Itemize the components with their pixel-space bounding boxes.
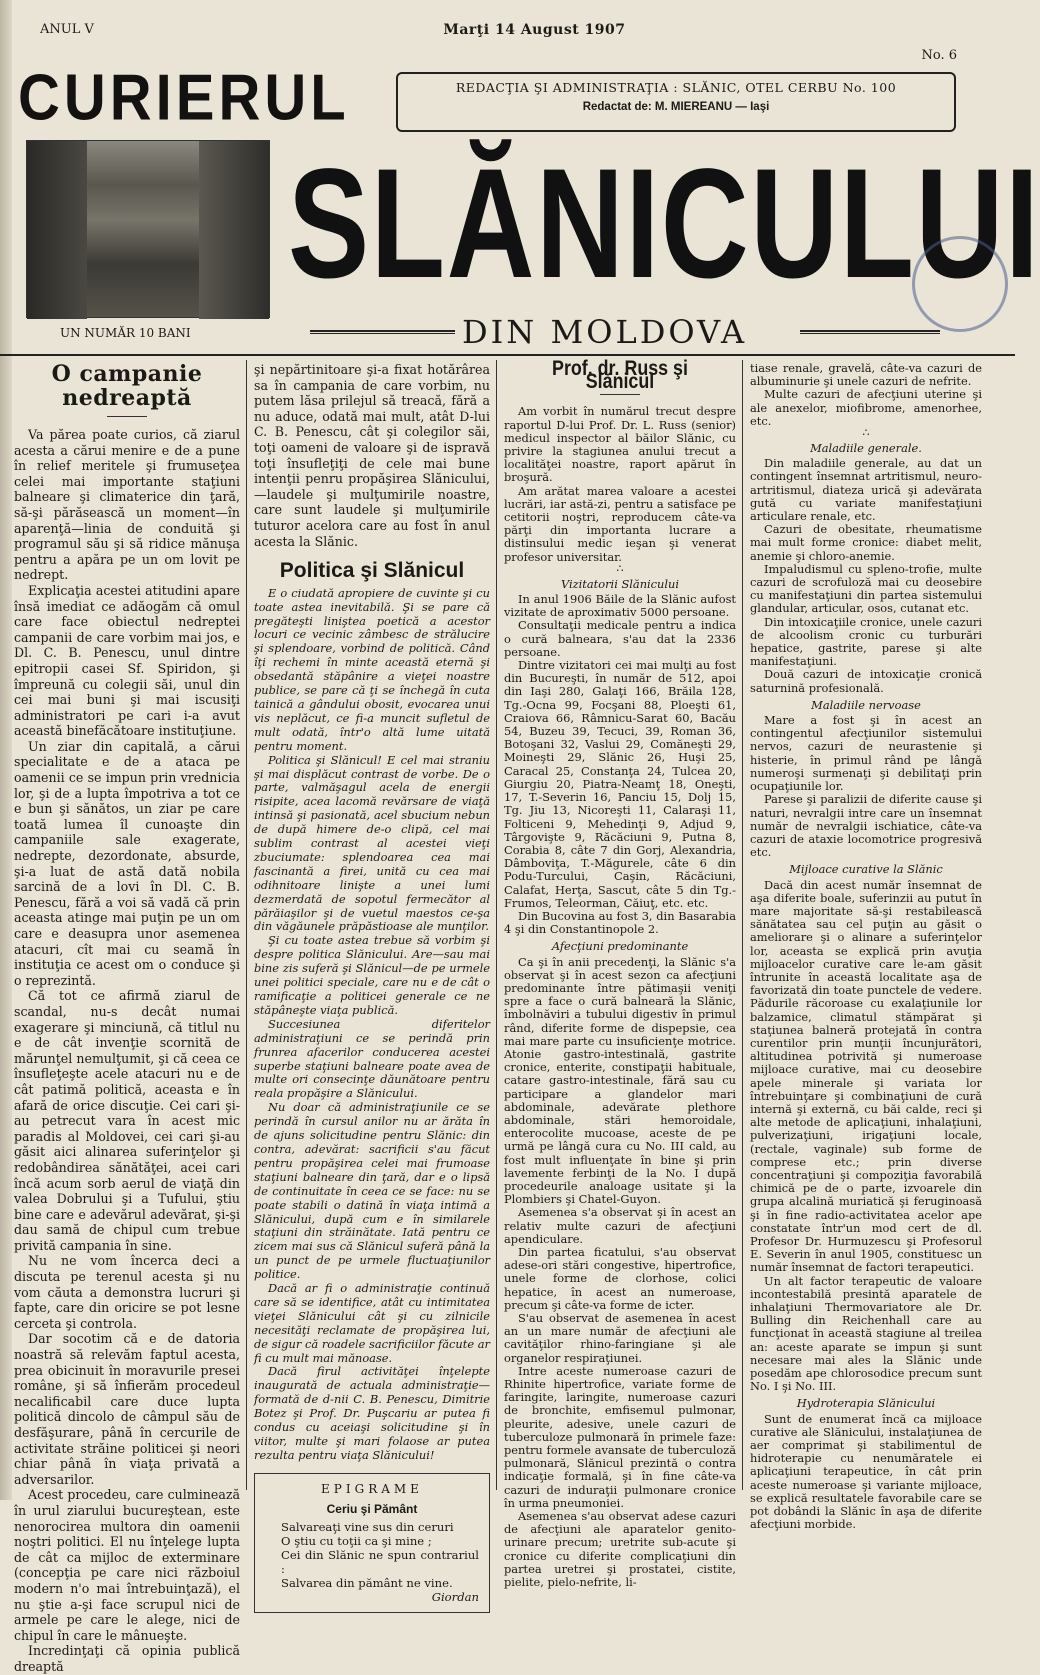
article-paragraph: E o ciudată apropiere de cuvinte şi cu toate astea inevitabilă. Şi se pare că pregăteşti liniştea poetică a acestor locuri ce vecinic zâmbesc de strălucire şi splendoare, vorbind de politică. Când îţi rechemi în minte această eternă şi obsedantă stăpânire a vieţei noastre publice, se pare că ţi se închegă în cuta tainică a gândului obosit, evocarea unui vis neplăcut, ce fi-a muncit sufletul de mult odată, într'o altă lume uitată pentru moment.	[254, 585, 490, 753]
column-1	[14, 362, 240, 1675]
article-paragraph: Nu ne vom încerca deci a discuta pe terenul acesta şi nu vom căuta a demonstra lucruri şi fapte, care din oricire se pot lesne cerceta şi controla.	[14, 1253, 240, 1331]
article-paragraph: Şi cu toate astea trebue să vorbim şi despre politica Slănicului. Are—sau mai bine zis suferă şi Slănicul—de pe urmele unei politici speciale, care nu e de cât o ramificaţie a politicei generale ce ne stăpâneşte viaţa publică.	[254, 933, 490, 1017]
article-paragraph: Dacă firul activităţei înţelepte inaugurată de actuala administraţie—formată de d-nii C. B. Penescu, Dimitrie Botez şi Prof. Dr. Puşcariu ar putea fi condus cu aceiaşi solicitudine şi în viitor, multe şi mari folaose ar putea rezulta pentru viaţa Slănicului!	[254, 1364, 490, 1462]
article-paragraph: Cazuri de obesitate, rheumatisme mai mult forme cronice: diabet melit, anemie şi chloro-anemie.	[750, 522, 982, 563]
article-paragraph: Că tot ce afirmă ziarul de scandal, nu-s decât numai exagerare şi minciună, că titlul nu e de cât invenţie scornită de mărunţel nemulţumit, şi că ceea ce însufleţeşte acele atacuri nu e de cât patimă politică, aceasta e în afară de orice discuţie. Cei cari şi-au petrecut vara în acest mic paradis al Moldovei, cei cari şi-au găsit aici alinarea suferinţelor şi redobândirea sănătăţei, acei cari încă acum sorb aerul de viaţă din valea Dobrului şi a Tufului, ştiu bine care e adevărul adevărat, şi-şi dau samă de chipul cum trebue privită campania în sine.	[14, 988, 240, 1253]
section-stars: ∴	[862, 426, 870, 440]
article-paragraph: tiase renale, gravelă, câte-va cazuri de albuminurie şi unele cazuri de nefrite.	[750, 361, 982, 389]
article-paragraph: Nu doar că administraţiunile ce se perindă în cursul anilor nu ar ărăta în de ajuns solicitudine pentru Slănic: din contra, adevărat: sacrificii s'au făcut pentru propăşirea celei mai frumoase staţiuni balneare din ţară, dar e o lipsă de continuitate în ceea ce se face: nu se poate stabili o datină în viaţa intimă a Slănicului, după cum e în similarele staţiuni din străinătate. Iată pentru ce zicem mai sus că Slănicul suferă până la un punct de pe urmele fluctuaţiunilor politice.	[254, 1100, 490, 1282]
article-paragraph: Multe cazuri de afecţiuni uterine şi ale anexelor, miofibrome, amenorhee, etc.	[750, 387, 982, 428]
article-paragraph: Două cazuri de intoxicaţie cronică saturnină profesională.	[750, 667, 982, 695]
issue-number: No. 6	[921, 48, 957, 63]
editor-line: Redactat de: M. MIEREANU — Iaşi	[582, 101, 770, 113]
epigram-line: O ştiu cu toţii ca şi mine ;	[281, 1533, 432, 1548]
header-rule	[0, 354, 1015, 356]
section-title: Maladiile generale.	[810, 441, 922, 456]
article-paragraph: Succesiunea diferitelor administraţiuni ce se perindă prin frunrea afacerilor conducerea acestei superbe staţiuni balneare poate avea de multe ori consecinţe dăunătoare pentru reala propăşire a Slănicului.	[254, 1016, 490, 1101]
article-title-campanie: O campanie nedreaptă	[51, 361, 203, 411]
article-paragraph: şi nepărtinitoare şi-a fixat hotărârea sa în campania de care vorbim, nu putem lăsa prilejul să treacă, fără a nu aduce, odată mai mult, atât D-lui C. B. Penescu, cât şi colegilor săi, toţi oameni de valoare şi de ispravă toţi însufleţiţi de cele mai bune intenţii penru propăşirea Slănicului,—laudele şi mulţumirile noastre, care sunt laudele şi mulţumirile tuturor acelora care au fost în anul acesta la Slănic.	[254, 362, 490, 549]
section-stars: ∴	[616, 561, 624, 575]
article-paragraph: Dintre vizitatori cei mai mulţi au fost din Bucureşti, în număr de 512, apoi din Iaşi 280, Galaţi 166, Brăila 128, Tg.-Ocna 99, Focşani 88, Ploeşti 61, Craiova 66, Râmnicu-Sarat 60, Bacău 54, Buzeu 39, Tecuci, 39, Roman 36, Botoşani 32, Vaslui 29, Comăneşti 29, Moineşti 29, Slănic 26, Huşi 25, Caracal 25, Constanţa 24, Tulcea 20, Giurgiu 20, Piatra-Neamţ 18, Oneşti, 17, T.-Severin 16, Panciu 15, Dolj 15, Tg. Jiu 13, Nicoreşti 11, Calaraşi 11, Folticeni 9, Mehedinţi 9, Adjud 9, Târgovişte 9, Răcăciuni 9, Putna 8, Corabia 8, câte 7 din Gorj, Alexandria, Dâmboviţa, T.-Măgurele, câte 6 din Podu-Turcului, Caşin, Răcăciuni, Calafat, Herţa, Sascut, câte 5 din Tg.-Frumos, Teleorman, Căiuţ, etc. etc.	[504, 658, 736, 910]
redaction-address: REDACŢIA ŞI ADMINISTRAŢIA : SLĂNIC, OTEL CERBU No. 100	[455, 80, 897, 95]
title-dash	[600, 394, 640, 395]
epigrame-title: EPIGRAME	[321, 1481, 423, 1496]
article-paragraph: Ca şi în anii precedenţi, la Slănic s'a observat şi în acest sezon ca afecţiuni predominante între pătimaşii veniţi spre a face o cură balneară la Slănic, îmbolnăviri a tubului digestiv în primul rând, diferite forme de dispepsie, cea mai mare parte cu insuficienţe motrice. Atonie gastro-intestinală, gastrite cronice, enterite, constipaţii habituale, catare gastro-intestinale, fără sau cu participare a glandelor mari abdominale, adevărate plethore abdominale, stări hemoroidale, enterocolite mucoase, aceste de pe urmă pe lângă cura cu No. III cald, au fost mult influenţate în bine şi prin lavemente ferbinţi de la No. I după procedeurile analoage usitate şi la Plombiers şi Chatel-Guyon.	[504, 954, 736, 1207]
article-paragraph: Dar socotim că e de datoria noastră să relevăm faptul acesta, prea obicinuit în moravurile presei române, şi să înfierăm procedeul necalificabil care duce lupta politică dincolo de câmpul său de desfăşurare, până în cercurile de activitate străine politicei şi neori chiar până în viaţa privată a adversarilor.	[14, 1331, 240, 1487]
article-paragraph: Un ziar din capitală, a cărui specialitate e de a ataca pe oamenii ce se impun prin vrednicia lor, şi de a lupta împotriva a tot ce e bun şi sănătos, un ziar pe care toată lumea îl cunoaşte din campaniile sale exagerate, nedrepte, dezordonate, absurde, şi-a luat de astă dată nobila sarcină de a lovi în Dl. C. B. Penescu, fără a voi să vadă că prin aceasta atinge mai puţin pe un om care e deasupra unor asemenea atacuri, cît mai cu seamă în instituţia ce acest om o conduce şi o reprezintă.	[14, 738, 240, 988]
article-paragraph: Din partea ficatului, s'au observat adese-ori stări congestive, hipertrofice, unele forme de clorhose, colici hepatice, în acest an numeroase, precum şi câte-va forme de icter.	[504, 1245, 736, 1312]
column-3	[504, 357, 736, 1590]
year-label: ANUL V	[40, 22, 94, 37]
epigrame-subtitle: Ceriu şi Pământ	[326, 1501, 418, 1516]
article-paragraph: Din intoxicaţiile cronice, unele cazuri de alcoolism cronic cu turburări hepatice, gastrite, parese şi alte manifestaţiuni.	[750, 614, 982, 669]
article-paragraph: Mare a fost şi în acest an contingentul afecţiunilor sistemului nervos, cazuri de neurastenie şi histerie, în primul rând pe lângă numeroşi surmenaţi şi debilitaţi prin ocupaţiunile lor.	[750, 713, 982, 794]
section-title: Vizitatorii Slănicului	[560, 576, 680, 591]
article-paragraph: Va părea poate curios, că ziarul acesta a cărui menire e de a pune în relief meritele şi frumuseţea celei mai importante staţiuni balneare şi climaterice din ţară, să-şi părăsească un moment—în aparenţă—linia de conduită şi programul său şi să ridice mănuşa pentru a apăra pe un om lovit pe nedrept.	[14, 427, 240, 583]
epigram-line: Cei din Slănic ne spun contrariul :	[281, 1547, 479, 1576]
top-line	[40, 22, 975, 38]
ornament-left	[310, 330, 455, 334]
epigram-line: Salvarea din pământ ne vine.	[281, 1575, 453, 1590]
article-paragraph: Parese şi paralizii de diferite cause şi naturi, nevralgii intre care un însemnat număr de nevralgii ischiatice, câte-va cazuri de ataxie locomotrice progresivă etc.	[750, 792, 982, 860]
article-paragraph: Un alt factor terapeutic de valoare incontestabilă presintă aparatele de inhalaţiuni Thermovariatore ale Dr. Bulling din Reichenhall care au funcţionat în această stagiune al treilea an: aceste aparate se impun şi sunt necesare mai ales la Slănic unde posedăm ape chlorosodice precum sunt No. I şi No. III.	[750, 1273, 982, 1394]
masthead-subtitle: DIN MOLDOVA	[462, 313, 748, 351]
article-paragraph: In anul 1906 Băile de la Slănic aufost vizitate de aproximativ 5000 persoane.	[504, 592, 736, 620]
column-divider-3	[742, 360, 743, 1490]
article-paragraph: S'au observat de asemenea în acest an un mare număr de afecţiuni ale cavităţilor rhino-faringiane şi ale organelor respiraţiunei.	[504, 1311, 736, 1365]
price-label: UN NUMĂR 10 BANI	[60, 326, 191, 340]
epigram-line: Salvareaţi vine sus din ceruri	[281, 1519, 454, 1534]
column-2	[254, 362, 490, 1613]
article-paragraph: Explicaţia acestei atitudini apare însă imediat ce adăogăm că omul care face obiectul nedreptei campanii de care vorbim mai jos, e Dl. C. B. Penescu, unul dintre epitropii casei Sf. Spiridon, şi împreună cu colegii săi, unul din cei mai buni şi mai iscusiţi administratori pe cari i-a avut această binefăcătoare instituţiune.	[14, 582, 240, 739]
article-title-politica: Politica şi Slănicul	[279, 559, 465, 583]
section-title: Hydroterapia Slănicului	[796, 1396, 936, 1411]
article-paragraph: Impaludismul cu spleno-trofie, multe cazuri de scrofuloză mai cu deosebire cu manifestaţiuni din partea sistemului glandular, articular, osos, cutanat etc.	[750, 561, 982, 616]
politica-body	[254, 587, 490, 1463]
article-paragraph: Dacă ar fi o administraţie continuă care să se identifice, atât cu intimitatea vieţei Slănicului cât şi cu zilnicile necesităţi reclamate de propăşirea lui, de sigur că roadele sacrificiilor făcute ar fi cu mult mai mănoase.	[254, 1281, 490, 1365]
landscape-photo	[26, 140, 270, 318]
article-paragraph: Politica şi Slănicul! E cel mai straniu şi mai displăcut contrast de vorbe. De o parte, valmăşagul acela de energii risipite, acea lacomă revărsare de viaţă intinsă şi pasionată, acel sbucium nebun de după himere de-o clipă, cel mai sublim contrast al acestei vieţi zbuciumate: splendoarea cea mai fascinantă a firei, unită cu cea mai odihnitoare linişte a unei lumi dezmerdată de sopotul fermecător al părăiaşilor şi de vuetul maestos ce-şa din văgăunele prăpăstioase ale munţilor.	[254, 752, 490, 934]
section-title: Mijloace curative la Slănic	[789, 862, 943, 877]
article-paragraph: Asemenea s'a observat şi în acest an relativ multe cazuri de afecţiuni apendiculare.	[504, 1205, 736, 1246]
article-paragraph: Din Bucovina au fost 3, din Basarabia 4 şi din Constantinopole 2.	[504, 908, 736, 937]
masthead-curierul: CURIERUL	[18, 61, 350, 134]
trees-left	[27, 141, 87, 319]
section-title: Maladiile nervoase	[811, 697, 921, 712]
article-paragraph: Acest procedeu, care culminează în urul ziarului bucureştean, este nenorocirea multora din oamenii noştri politici. El nu înţelege lupta de cât ca mijloc de exterminare (concepţia pe care nici războiul modern n'o mai întrebuinţază), el nu ştie a-şi face scrupul nici de armele pe care le alege, nici de chipul în care le mânueşte.	[14, 1487, 240, 1643]
epigrame-box	[254, 1473, 490, 1613]
epigram-author: Giordan	[431, 1589, 479, 1604]
article-paragraph: Sunt de enumerat încă ca mijloace curative ale Slănicului, instalaţiunea de aer comprimat şi stabilimentul de hidroterapie cu nenumăratele ei aplicaţiuni terapeutice, în cât prin aceste numeroase şi variante mijloace, se explică resultatele favorabile care se pot dobândi la Slănic în aşa de diferite afecţiuni morbide.	[750, 1411, 982, 1532]
article-paragraph: Intre aceste numeroase cazuri de Rhinite hipertrofice, variate forme de faringite, laringite, numeroase cazuri de bronchite, emfisemul pulmonar, pleurite, adesive, unele cazuri de tuberculoze pulmonară în primele faze: pentru formele avansate de tuberculoză pulmonară, Slănicul prezintă o contra indicaţie formală, şi în fine câte-va cazuri de induraţii pulmonare cronice în urma pneumoniei.	[504, 1363, 736, 1510]
article-paragraph: Am vorbit în numărul trecut despre raportul D-lui Prof. Dr. L. Russ (senior) medicul inspector al băilor Slănic, cu privire la stagiunea anului trecut a localităţei noastre, raport apărut în broşură.	[504, 404, 736, 485]
article-paragraph: Dacă din acest număr însemnat de aşa diferite boale, suferinzii au putut în mare majoritate să-şi restabilească sănătatea sau cel puţin au găsit o ameliorare şi o alinare a suferinţelor lor, aceasta se explică prin avuţia mijloacelor curative care le-am găsit întrunite în această localitate aşa de favorizată din toate punctele de vedere. Pădurile răcoroase cu exalaţiunile lor balzamice, climatul stămpărat şi staţiunea balneră protejată în contra curentilor prin munţii încunjurători, altitudinea potrivită şi numeroase mijloace curative, mai cu deosebire apele minerale şi variata lor întrebuinţare şi combinaţiuni de cură internă şi externă, cu băi calde, reci şi alte metode de aplicaţiuni, inhalaţiuni, pulverizaţiuni, irigaţiuni locale, (rectale, vaginale) sub forme de comprese etc.; prin diverse concentraţiuni şi compoziţia favorabilă chimică pe de o parte, izvoarele din grupa alcalină muriatică şi feruginoasă şi în fine radio-activitatea acelor ape constatate într'un mod cert de dl. Profesor Dr. Hurmuzescu şi Profesorul E. Severin în anul 1905, constituesc un număr însemnat de factori terapeutici.	[750, 877, 982, 1275]
article-title-russ: Prof. dr. Russ şi Slănicul	[552, 357, 688, 394]
article-paragraph: Consultaţii medicale pentru a indica o cură balneara, s'au dat la 2336 persoane.	[504, 618, 736, 659]
column-4	[750, 362, 982, 1531]
section-title: Afecţiuni predominante	[551, 939, 689, 954]
page-binding	[0, 0, 12, 1500]
article-paragraph: Asemenea s'au observat adese cazuri de afecţiuni ale aparatelor genito-urinare precum; uretrite sub-acute şi cronice cu diferite complicaţiuni din partea uretrei şi prostatei, cistite, pielite, pielo-nefrite, li-	[504, 1509, 736, 1590]
article-paragraph: Din maladiile generale, au dat un contingent însemnat artritismul, neuro-artritismul, diateza urică şi adevărata gută cu variate manifestaţiuni articulare renale, etc.	[750, 456, 982, 524]
column-divider-2	[496, 360, 497, 1490]
article-paragraph: Incredinţaţi că opinia publică dreaptă	[14, 1643, 240, 1674]
redaction-box	[396, 72, 956, 132]
library-stamp	[912, 236, 1008, 332]
title-dash	[107, 416, 147, 417]
masthead-slanicului: SLĂNICULUI	[288, 137, 1040, 311]
issue-date: Marţi 14 August 1907	[443, 22, 626, 38]
article-paragraph: Am arătat marea valoare a acestei lucrări, iar astă-zi, pentru a satisface pe cetitorii noştri, reproducem câte-va părţi din importanta lucrare a distinsului medic ieşan şi venerat profesor universitar.	[504, 483, 736, 564]
trees-right	[199, 141, 269, 319]
ornament-right	[800, 330, 940, 334]
column-divider-1	[246, 360, 247, 1490]
